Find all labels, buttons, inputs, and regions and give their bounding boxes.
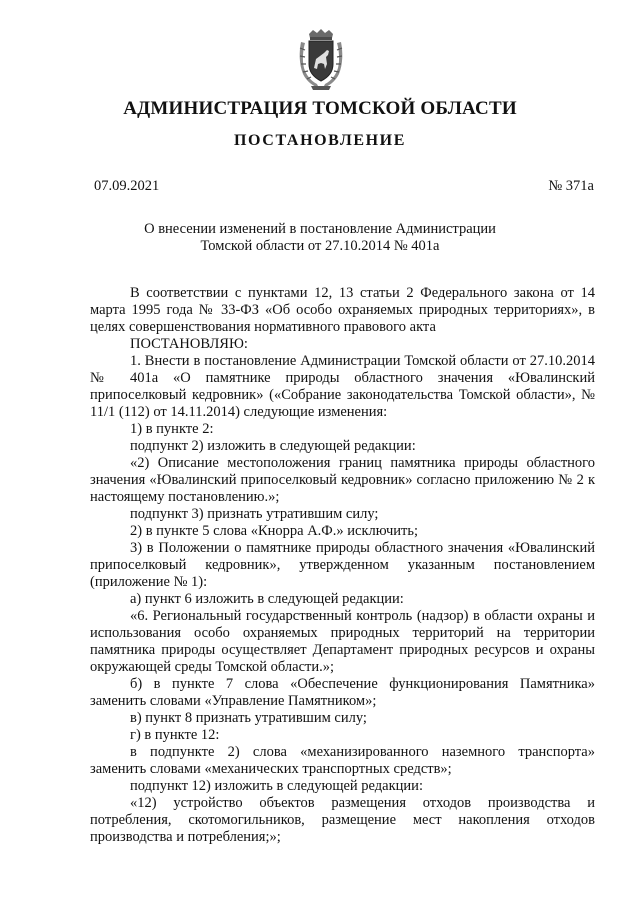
body-paragraph: 3) в Положении о памятнике природы областного значения «Ювалинский припоселковый кедровник», утвержденном указанным постановлением (приложение № 1): <box>90 540 595 590</box>
document-date: 07.09.2021 <box>94 178 160 194</box>
body-paragraph: «12) устройство объектов размещения отходов производства и потребления, скотомогильников, размещение мест накопления отходов производства и потребления;»; <box>90 795 595 845</box>
organization-title: АДМИНИСТРАЦИЯ ТОМСКОЙ ОБЛАСТИ <box>123 98 517 119</box>
body-paragraph: в) пункт 8 признать утратившим силу; <box>130 710 367 726</box>
body-paragraph: б) в пункте 7 слова «Обеспечение функционирования Памятника» заменить словами «Управление Памятником»; <box>90 676 595 709</box>
document-type: ПОСТАНОВЛЕНИЕ <box>234 132 406 149</box>
document-body <box>90 285 595 846</box>
body-paragraph: а) пункт 6 изложить в следующей редакции: <box>130 591 404 607</box>
body-paragraph: г) в пункте 12: <box>130 727 220 743</box>
body-paragraph: подпункт 2) изложить в следующей редакции: <box>130 438 416 454</box>
body-paragraph: 1. Внести в постановление Администрации Томской области от 27.10.2014 № 401а «О памятнике природы областного значения «Ювалинский припоселковый кедровник» («Собрание законодательства Томской области», № 11/1 (112) от 14.11.2014) следующие изменения: <box>90 353 595 420</box>
body-paragraph: подпункт 3) признать утратившим силу; <box>130 506 379 522</box>
body-paragraph: «6. Региональный государственный контроль (надзор) в области охраны и использования особо охраняемых природных территорий на территории памятника природы осуществляет Департамент природных ресурсов и охраны окружающей среды Томской области.»; <box>90 608 595 675</box>
body-paragraph: подпункт 12) изложить в следующей редакции: <box>130 778 423 794</box>
body-paragraph: «2) Описание местоположения границ памятника природы областного значения «Ювалинский припоселковый кедровник» согласно приложению № 2 к настоящему постановлению.»; <box>90 455 595 505</box>
tomsk-coat-of-arms-icon <box>297 28 345 92</box>
body-paragraph: 2) в пункте 5 слова «Кнорра А.Ф.» исключить; <box>130 523 419 539</box>
body-paragraph: 1) в пункте 2: <box>130 421 214 437</box>
body-paragraph: в подпункте 2) слова «механизированного наземного транспорта» заменить словами «механических транспортных средств»; <box>90 744 595 777</box>
document-subject <box>0 221 640 255</box>
document-number: № 371а <box>548 178 594 194</box>
body-paragraph: ПОСТАНОВЛЯЮ: <box>130 336 248 352</box>
body-paragraph: В соответствии с пунктами 12, 13 статьи 2 Федерального закона от 14 марта 1995 года № 33-ФЗ «Об особо охраняемых природных территориях», в целях совершенствования нормативного правового акта <box>90 285 595 335</box>
subject-line: Томской области от 27.10.2014 № 401а <box>200 238 440 254</box>
subject-line: О внесении изменений в постановление Администрации <box>144 221 496 237</box>
